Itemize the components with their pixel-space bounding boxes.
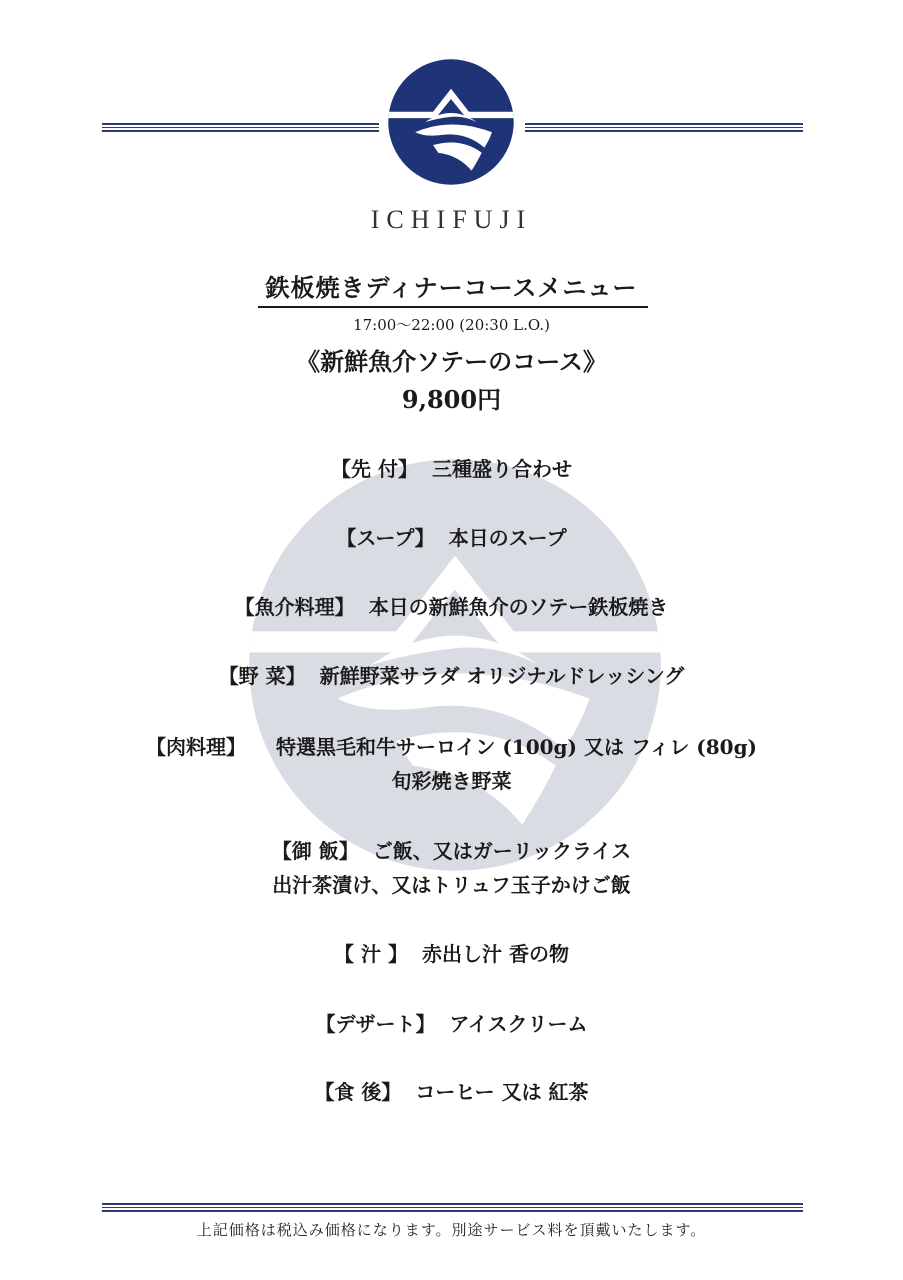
menu-item-category: 【デザート】 (315, 1012, 436, 1036)
title-underline (258, 306, 648, 308)
menu-item-dish: アイスクリーム (449, 1012, 588, 1036)
brand-name: ICHIFUJI (370, 205, 533, 234)
menu-item-category: 【スープ】 (336, 526, 435, 550)
ichifuji-logo-icon (387, 58, 515, 186)
menu-item-dish: 本日の新鮮魚介のソテー鉄板焼き (368, 595, 669, 619)
course-name: 《新鮮魚介ソテーのコース》 (296, 347, 607, 376)
menu-item-rice (0, 835, 903, 864)
menu-item-dish: 本日のスープ (448, 526, 567, 550)
menu-item-dish: ご飯、又はガーリックライス (372, 839, 632, 863)
bottom-rule (102, 1203, 803, 1213)
course-price: 9,800円 (401, 385, 502, 414)
top-rule-left (102, 123, 379, 133)
menu-item-dish: 赤出し汁 香の物 (421, 942, 569, 966)
menu-item-soup (0, 522, 903, 551)
menu-item-rice-alt: 出汁茶漬け、又はトリュフ玉子かけご飯 (272, 873, 631, 897)
menu-item-dish: 新鮮野菜サラダ オリジナルドレッシング (319, 664, 685, 688)
menu-title: 鉄板焼きディナーコースメニュー (265, 273, 638, 302)
menu-item-dish: コーヒー 又は 紅茶 (415, 1080, 589, 1104)
menu-item-category: 【食 後】 (314, 1080, 402, 1104)
menu-item-dish: 三種盛り合わせ (431, 457, 572, 481)
menu-item-meat (0, 731, 903, 760)
service-hours: 17:00〜22:00 (20:30 L.O.) (353, 316, 550, 334)
menu-item-after-meal (0, 1076, 903, 1105)
menu-item-seafood (0, 591, 903, 620)
menu-item-meat-side: 旬彩焼き野菜 (391, 769, 512, 793)
footer-note: 上記価格は税込み価格になります。別途サービス料を頂戴いたします。 (196, 1221, 707, 1239)
menu-item-category: 【魚介料理】 (234, 595, 355, 619)
menu-item-dish: 特選黒毛和牛サーロイン (100g) 又は フィレ (80g) (275, 735, 758, 759)
menu-item-appetizer (0, 453, 903, 482)
menu-item-dessert (0, 1008, 903, 1037)
menu-item-soup-miso (0, 938, 903, 967)
menu-item-category: 【肉料理】 (145, 735, 246, 759)
menu-item-category: 【先 付】 (331, 457, 418, 481)
top-rule-right (525, 123, 803, 133)
menu-item-category: 【御 飯】 (271, 839, 359, 863)
menu-item-category: 【野 菜】 (218, 664, 306, 688)
menu-item-vegetables (0, 660, 903, 689)
menu-item-category: 【 汁 】 (334, 942, 408, 966)
